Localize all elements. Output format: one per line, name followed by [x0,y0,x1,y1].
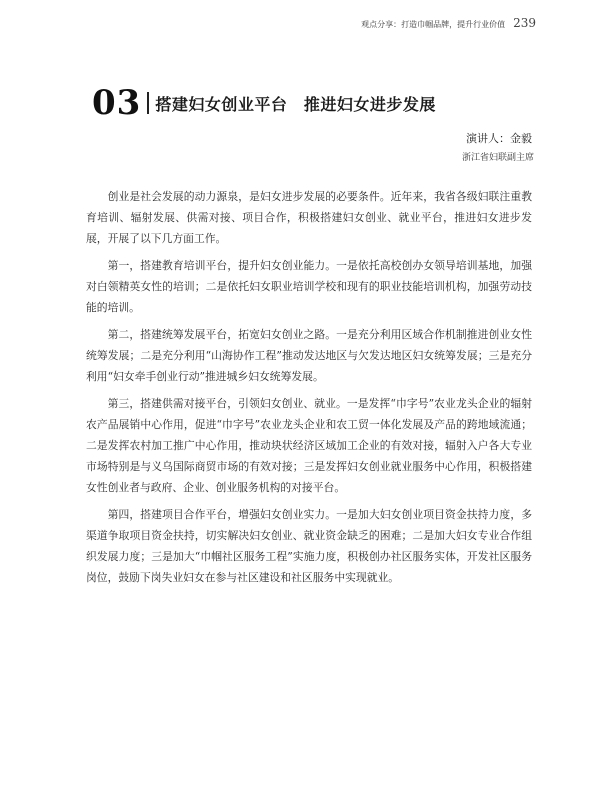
paragraph: 创业是社会发展的动力源泉，是妇女进步发展的必要条件。近年来，我省各级妇联注重教育培训、辐射发展、供需对接、项目合作，积极搭建妇女创业、就业平台，推进妇女进步发展，开展了以下几方面工作。 [86,190,532,245]
speaker-line: 演讲人：金毅 [466,132,532,145]
body-text [86,186,532,594]
chapter-number: 03 [92,83,142,123]
page-number: 239 [513,16,536,30]
chapter-title: 搭建妇女创业平台 推进妇女进步发展 [155,94,436,114]
running-header [361,16,536,30]
running-header-text: 观点分享：打造巾帼品牌，提升行业价值 [361,20,506,29]
title-divider [147,92,149,114]
paragraph: 第二，搭建统筹发展平台，拓宽妇女创业之路。一是充分利用区域合作机制推进创业女性统筹发展；二是充分利用“山海协作工程”推动发达地区与欠发达地区妇女统筹发展；三是充分利用“妇女牵手创业行动”推进城乡妇女统筹发展。 [86,328,532,383]
speaker-affiliation: 浙江省妇联副主席 [461,153,534,163]
paragraph: 第四，搭建项目合作平台，增强妇女创业实力。一是加大妇女创业项目资金扶持力度，多渠道争取项目资金扶持，切实解决妇女创业、就业资金缺乏的困难；二是加大妇女专业合作组织发展力度；三是加大“巾帼社区服务工程”实施力度，积极创办社区服务实体，开发社区服务岗位，鼓励下岗失业妇女在参与社区建设和社区服务中实现就业。 [86,508,532,584]
paragraph: 第三，搭建供需对接平台，引领妇女创业、就业。一是发挥“巾字号”农业龙头企业的辐射农产品展销中心作用，促进“巾字号”农业龙头企业和农工贸一体化发展及产品的跨地域流通；二是发挥农村加工推广中心作用，推动块状经济区域加工企业的有效对接，辐射入户各大专业市场特别是与义乌国际商贸市场的有效对接；三是发挥妇女创业就业服务中心作用，积极搭建女性创业者与政府、企业、创业服务机构的对接平台。 [86,397,532,494]
chapter-heading [92,83,436,123]
paragraph: 第一，搭建教育培训平台，提升妇女创业能力。一是依托高校创办女领导培训基地，加强对白领精英女性的培训；二是依托妇女职业培训学校和现有的职业技能培训机构，加强劳动技能的培训。 [86,259,532,314]
